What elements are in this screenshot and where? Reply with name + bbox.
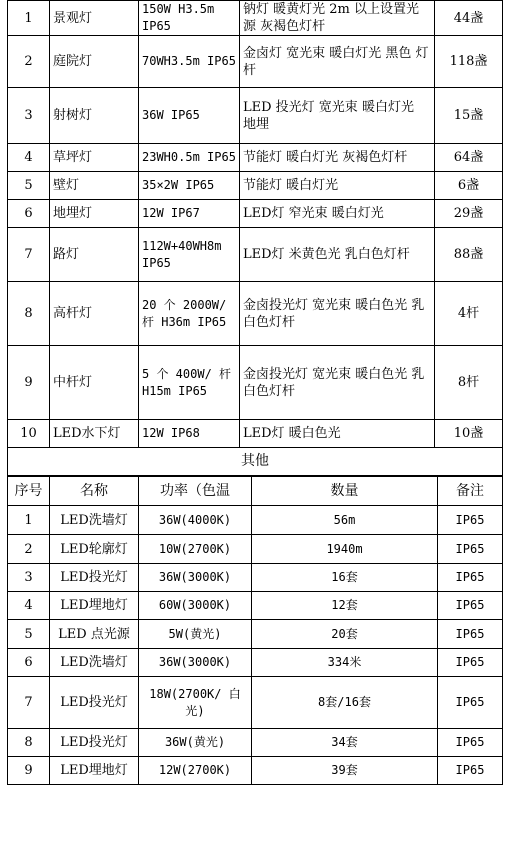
fixture-quantity: 29盏	[435, 200, 503, 228]
fixture-quantity: 8杆	[435, 346, 503, 420]
fixture-name: 壁灯	[50, 172, 139, 200]
table-row	[8, 729, 503, 757]
fixture-name: 高杆灯	[50, 282, 139, 346]
item-power: 12W(2700K)	[139, 757, 252, 785]
fixture-spec: 20 个 2000W/ 杆 H36m IP65	[139, 282, 240, 346]
fixture-quantity: 6盏	[435, 172, 503, 200]
table-row	[8, 346, 503, 420]
table-row	[8, 228, 503, 282]
item-power: 5W(黄光)	[139, 620, 252, 649]
fixture-quantity: 15盏	[435, 88, 503, 144]
row-number: 5	[8, 620, 50, 649]
row-number: 6	[8, 649, 50, 677]
fixture-quantity: 118盏	[435, 36, 503, 88]
table-header-row	[8, 477, 503, 506]
item-quantity: 12套	[252, 592, 438, 620]
item-name: LED投光灯	[50, 677, 139, 729]
row-number: 4	[8, 592, 50, 620]
row-number: 7	[8, 677, 50, 729]
fixture-description: LED 投光灯 宽光束 暖白灯光 地埋	[240, 88, 435, 144]
fixture-description: 金卤投光灯 宽光束 暖白色光 乳白色灯杆	[240, 282, 435, 346]
row-number: 8	[8, 729, 50, 757]
item-note: IP65	[438, 620, 503, 649]
item-name: LED轮廓灯	[50, 535, 139, 564]
fixture-description: 金卤投光灯 宽光束 暖白色光 乳白色灯杆	[240, 346, 435, 420]
fixture-description: 钠灯 暖黄灯光 2m 以上设置光源 灰褐色灯杆	[240, 1, 435, 36]
item-name: LED投光灯	[50, 564, 139, 592]
table-row	[8, 36, 503, 88]
fixture-spec: 12W IP68	[139, 420, 240, 448]
fixture-name: 路灯	[50, 228, 139, 282]
fixture-spec: 112W+40WH8m IP65	[139, 228, 240, 282]
table-row	[8, 200, 503, 228]
table-row	[8, 88, 503, 144]
item-note: IP65	[438, 535, 503, 564]
row-number: 5	[8, 172, 50, 200]
fixture-spec: 35×2W IP65	[139, 172, 240, 200]
header-name: 名称	[50, 477, 139, 506]
table-row	[8, 649, 503, 677]
item-name: LED洗墙灯	[50, 506, 139, 535]
item-note: IP65	[438, 592, 503, 620]
item-quantity: 16套	[252, 564, 438, 592]
row-number: 2	[8, 535, 50, 564]
table-row	[8, 535, 503, 564]
row-number: 9	[8, 346, 50, 420]
fixture-description: 节能灯 暖白灯光	[240, 172, 435, 200]
table-row	[8, 592, 503, 620]
row-number: 7	[8, 228, 50, 282]
row-number: 3	[8, 564, 50, 592]
item-note: IP65	[438, 506, 503, 535]
row-number: 9	[8, 757, 50, 785]
table-row	[8, 420, 503, 448]
fixture-quantity: 4杆	[435, 282, 503, 346]
table-row	[8, 282, 503, 346]
item-quantity: 39套	[252, 757, 438, 785]
item-name: LED 点光源	[50, 620, 139, 649]
table-row	[8, 620, 503, 649]
item-power: 10W(2700K)	[139, 535, 252, 564]
item-quantity: 334米	[252, 649, 438, 677]
fixture-name: 中杆灯	[50, 346, 139, 420]
table-row	[8, 757, 503, 785]
fixture-name: 景观灯	[50, 1, 139, 36]
fixture-description: 节能灯 暖白灯光 灰褐色灯杆	[240, 144, 435, 172]
fixture-quantity: 44盏	[435, 1, 503, 36]
row-number: 4	[8, 144, 50, 172]
item-power: 36W(4000K)	[139, 506, 252, 535]
table-row	[8, 144, 503, 172]
item-quantity: 1940m	[252, 535, 438, 564]
fixture-quantity: 10盏	[435, 420, 503, 448]
fixture-name: LED水下灯	[50, 420, 139, 448]
fixture-description: 金卤灯 宽光束 暖白灯光 黑色 灯杆	[240, 36, 435, 88]
header-qty: 数量	[252, 477, 438, 506]
item-power: 18W(2700K/ 白光)	[139, 677, 252, 729]
lighting-schedule	[7, 0, 502, 785]
row-number: 2	[8, 36, 50, 88]
section-title: 其他	[8, 448, 503, 476]
item-quantity: 20套	[252, 620, 438, 649]
item-note: IP65	[438, 757, 503, 785]
item-power: 36W(黄光)	[139, 729, 252, 757]
fixture-spec: 5 个 400W/ 杆 H15m IP65	[139, 346, 240, 420]
other-fixture-table	[7, 476, 503, 785]
item-note: IP65	[438, 729, 503, 757]
table-row	[8, 172, 503, 200]
fixture-spec: 23WH0.5m IP65	[139, 144, 240, 172]
fixture-name: 庭院灯	[50, 36, 139, 88]
row-number: 1	[8, 506, 50, 535]
table-row	[8, 564, 503, 592]
fixture-spec: 36W IP65	[139, 88, 240, 144]
fixture-quantity: 88盏	[435, 228, 503, 282]
item-note: IP65	[438, 649, 503, 677]
fixture-spec: 12W IP67	[139, 200, 240, 228]
item-power: 36W(3000K)	[139, 649, 252, 677]
fixture-description: LED灯 暖白色光	[240, 420, 435, 448]
item-power: 36W(3000K)	[139, 564, 252, 592]
item-name: LED埋地灯	[50, 757, 139, 785]
table-row	[8, 506, 503, 535]
table-row	[8, 677, 503, 729]
fixture-name: 草坪灯	[50, 144, 139, 172]
item-power: 60W(3000K)	[139, 592, 252, 620]
item-quantity: 56m	[252, 506, 438, 535]
item-quantity: 34套	[252, 729, 438, 757]
header-no: 序号	[8, 477, 50, 506]
item-quantity: 8套/16套	[252, 677, 438, 729]
fixture-spec: 70WH3.5m IP65	[139, 36, 240, 88]
fixture-table	[7, 0, 503, 476]
item-name: LED投光灯	[50, 729, 139, 757]
fixture-description: LED灯 窄光束 暖白灯光	[240, 200, 435, 228]
item-note: IP65	[438, 564, 503, 592]
item-note: IP65	[438, 677, 503, 729]
row-number: 1	[8, 1, 50, 36]
row-number: 10	[8, 420, 50, 448]
section-other	[8, 448, 503, 476]
fixture-name: 地埋灯	[50, 200, 139, 228]
fixture-name: 射树灯	[50, 88, 139, 144]
row-number: 3	[8, 88, 50, 144]
fixture-spec: 150W H3.5m IP65	[139, 1, 240, 36]
row-number: 6	[8, 200, 50, 228]
table-row	[8, 1, 503, 36]
fixture-description: LED灯 米黄色光 乳白色灯杆	[240, 228, 435, 282]
item-name: LED埋地灯	[50, 592, 139, 620]
header-note: 备注	[438, 477, 503, 506]
item-name: LED洗墙灯	[50, 649, 139, 677]
row-number: 8	[8, 282, 50, 346]
header-power: 功率（色温	[139, 477, 252, 506]
fixture-quantity: 64盏	[435, 144, 503, 172]
